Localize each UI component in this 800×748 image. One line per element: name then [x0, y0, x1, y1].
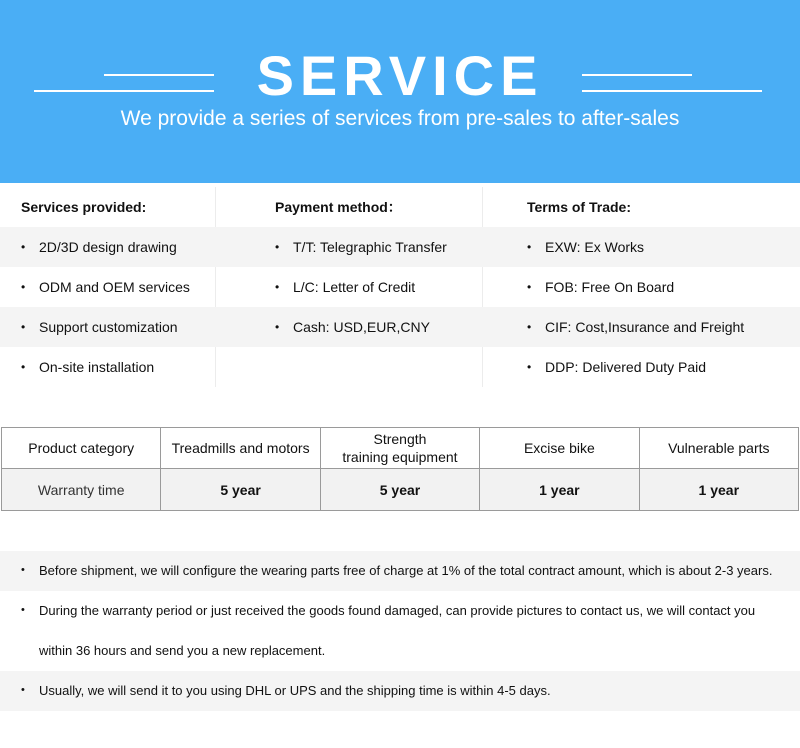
payment-item: [216, 267, 482, 307]
terms-item: [483, 307, 800, 347]
service-text: 2D/3D design drawing: [39, 239, 177, 255]
header-terms-cell: [483, 187, 800, 227]
warranty-value: 5 year: [161, 469, 320, 511]
bullet-icon: •: [527, 360, 532, 374]
notes-section: [0, 551, 800, 711]
note-text: During the warranty period or just received the goods found damaged, can provide pictures to contact us, we will contact you: [39, 603, 756, 618]
note-item: [0, 591, 800, 671]
category-cell: Vulnerable parts: [639, 428, 798, 469]
category-line: training equipment: [342, 449, 458, 465]
warranty-time-label: Warranty time: [2, 469, 161, 511]
warranty-header-row: [2, 428, 799, 469]
bullet-icon: •: [21, 240, 26, 254]
warranty-value: 1 year: [639, 469, 798, 511]
note-text-continued: within 36 hours and send you a new replacement.: [39, 643, 326, 658]
terms-item: [483, 347, 800, 387]
bullet-icon: •: [21, 320, 26, 334]
category-cell: [320, 428, 479, 469]
terms-text: FOB: Free On Board: [545, 279, 675, 295]
services-header-row: [0, 187, 800, 227]
header-services-provided: Services provided:: [21, 199, 147, 215]
bullet-icon: •: [275, 320, 280, 334]
service-text: ODM and OEM services: [39, 279, 190, 295]
terms-text: CIF: Cost,Insurance and Freight: [545, 319, 745, 335]
service-item: [0, 347, 215, 387]
services-row: [0, 307, 800, 347]
bullet-icon: •: [21, 564, 25, 576]
services-row: [0, 347, 800, 387]
product-category-label: Product category: [2, 428, 161, 469]
payment-text: L/C: Letter of Credit: [293, 279, 416, 295]
note-item: [0, 671, 800, 711]
category-line: Strength: [373, 431, 427, 447]
service-item: [0, 227, 215, 267]
header-payment-method: Payment method：: [275, 199, 402, 215]
bullet-icon: •: [527, 320, 532, 334]
warranty-value: 1 year: [480, 469, 639, 511]
page-subtitle: We provide a series of services from pre-sales to after-sales: [120, 107, 680, 130]
service-banner: [0, 0, 800, 183]
warranty-values-row: [2, 469, 799, 511]
header-terms-of-trade: Terms of Trade:: [527, 199, 631, 215]
bullet-icon: •: [21, 360, 26, 374]
service-text: Support customization: [39, 319, 178, 335]
terms-text: EXW: Ex Works: [545, 239, 645, 255]
bullet-icon: •: [275, 240, 280, 254]
services-row: [0, 267, 800, 307]
payment-text: T/T: Telegraphic Transfer: [293, 239, 447, 255]
note-item: [0, 551, 800, 591]
bullet-icon: •: [21, 280, 26, 294]
warranty-table: [1, 427, 799, 511]
services-row: [0, 227, 800, 267]
bullet-icon: •: [21, 684, 25, 696]
service-item: [0, 267, 215, 307]
payment-item: [216, 307, 482, 347]
payment-text: Cash: USD,EUR,CNY: [293, 319, 430, 335]
bullet-icon: •: [21, 604, 25, 616]
note-text: Usually, we will send it to you using DHL or UPS and the shipping time is within 4-5 days.: [39, 683, 551, 698]
services-section: [0, 187, 800, 387]
header-services-cell: [0, 187, 215, 227]
bullet-icon: •: [527, 240, 532, 254]
payment-item: [216, 227, 482, 267]
header-payment-cell: [216, 187, 482, 227]
service-text: On-site installation: [39, 359, 155, 375]
page-title: SERVICE: [256, 44, 544, 107]
note-text: Before shipment, we will configure the wearing parts free of charge at 1% of the total contract amount, which is about 2-3 years.: [39, 563, 773, 578]
terms-text: DDP: Delivered Duty Paid: [545, 359, 707, 375]
payment-item-empty: [216, 347, 482, 387]
category-cell: Treadmills and motors: [161, 428, 320, 469]
terms-item: [483, 267, 800, 307]
service-item: [0, 307, 215, 347]
bullet-icon: •: [275, 280, 280, 294]
bullet-icon: •: [527, 280, 532, 294]
warranty-value: 5 year: [320, 469, 479, 511]
terms-item: [483, 227, 800, 267]
category-cell: Excise bike: [480, 428, 639, 469]
